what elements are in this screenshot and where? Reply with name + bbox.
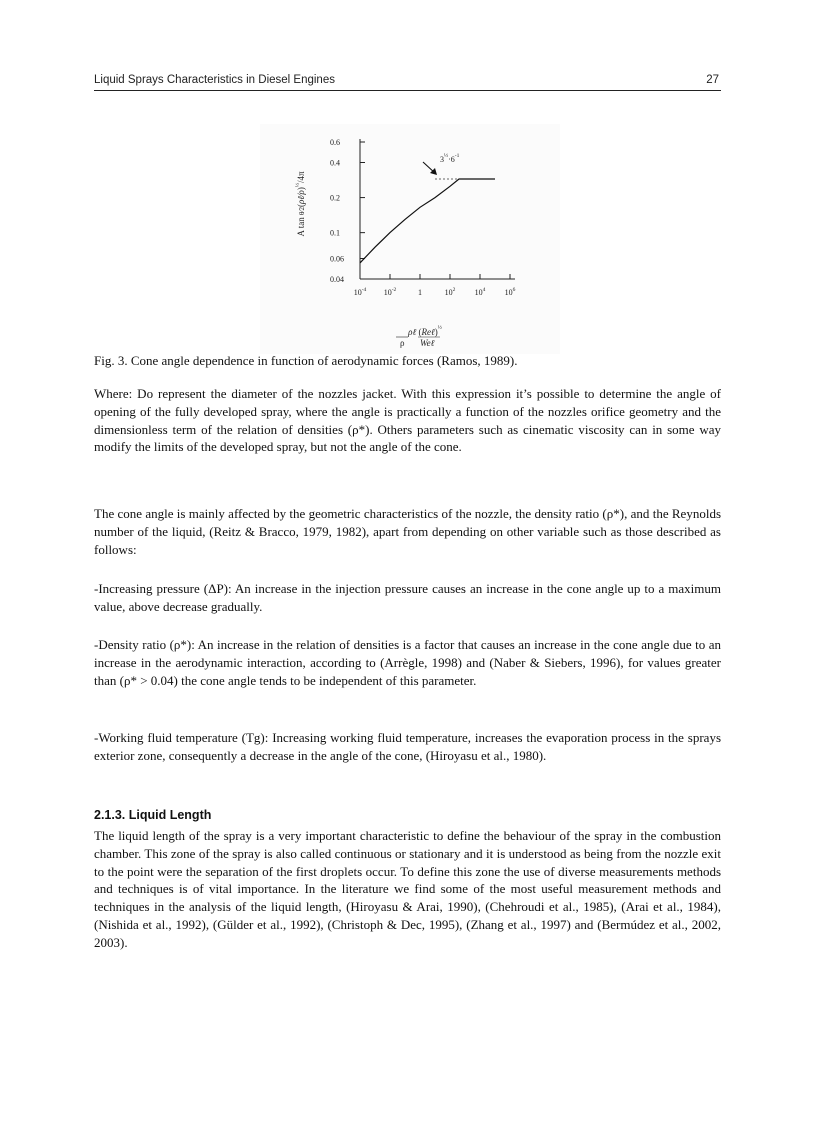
- svg-text:A tan θ⁄2(ρℓ⁄ρ)½/4π: A tan θ⁄2(ρℓ⁄ρ)$^{\frac{1}{2}}$/4π: [295, 171, 306, 237]
- x-tick-label: 1: [418, 288, 422, 297]
- x-tick-label: $10^2$: [444, 287, 456, 297]
- svg-text:ρℓ (Reℓ)½: ρℓ (Reℓ)$^{\frac{1}{2}}$: [408, 325, 442, 337]
- paragraph-5: -Working fluid temperature (Tg): Increasing working fluid temperature, increases the evaporation process in the sprays exterior zone, consequently a decrease in the angle of the cone, (Hiroyasu et al., 1980).: [94, 730, 721, 763]
- cone-angle-chart: [260, 124, 560, 354]
- paragraph-2: The cone angle is mainly affected by the geometric characteristics of the nozzle, the density ratio (ρ*), and the Reynolds number of the liquid, (Reitz & Bracco, 1979, 1982), apart from depending on other variable such as those described as follows:: [94, 506, 721, 557]
- paragraph-1: Where: Do represent the diameter of the nozzles jacket. With this expression it’s possible to determine the angle of opening of the fully developed spray, where the angle is practically a function of the nozzles orifice geometry and the dimensionless term of the relation of densities (ρ*). Others parameters such as cinematic viscosity can in some way modify the limits of the developed spray, but not the angle of the cone.: [94, 386, 721, 455]
- x-tick-label: $10^{-4}$: [353, 287, 367, 297]
- svg-text:Weℓ: Weℓ: [420, 338, 435, 348]
- figure-3: [260, 124, 560, 354]
- y-axis-label: [294, 171, 306, 237]
- running-header: [94, 72, 721, 91]
- y-tick-label: 0.2: [330, 193, 340, 203]
- y-tick-label: 0.1: [330, 228, 340, 238]
- chart-background: [260, 124, 560, 354]
- paragraph-3: -Increasing pressure (ΔP): An increase in the injection pressure causes an increase in the cone angle up to a maximum value, above decrease gradually.: [94, 581, 721, 614]
- y-tick-label: 0.06: [330, 254, 344, 264]
- y-tick-label: 0.6: [330, 138, 340, 147]
- annotation-label: $3^{\frac{1}{2}}\cdot 6^{-1}$: [440, 153, 460, 164]
- paragraph-4: -Density ratio (ρ*): An increase in the relation of densities is a factor that causes an increase in the cone angle due to an increase in the aerodynamic interaction, according to (Arrègle, 1998) and (Naber & Siebers, 1996), for values greater than (ρ* > 0.04) the cone angle tends to be independent of this parameter.: [94, 637, 721, 688]
- y-tick-label: 0.4: [330, 158, 340, 168]
- y-tick-label: 0.04: [330, 275, 344, 284]
- x-tick-label: $10^{-2}$: [383, 287, 397, 297]
- section-heading: 2.1.3. Liquid Length: [94, 808, 212, 822]
- page-number: 27: [706, 74, 719, 86]
- x-tick-label: $10^4$: [474, 287, 486, 297]
- svg-text:ρ: ρ: [400, 338, 405, 348]
- figure-caption: Fig. 3. Cone angle dependence in function of aerodynamic forces (Ramos, 1989).: [94, 353, 518, 368]
- section-paragraph: The liquid length of the spray is a very important characteristic to define the behaviour of the spray in the combustion chamber. This zone of the spray is also called continuous or stationary and it is understood as being from the nozzle exit to the point were the separation of the first droplets occur. To define this zone the use of diverse measurements methods and techniques is of vital importance. In the literature we find some of the most useful measurement methods and techniques in the analysis of the liquid length, (Hiroyasu & Arai, 1990), (Chehroudi et al., 1985), (Arai et al., 1984), (Nishida et al., 1992), (Gülder et al., 1992), (Christoph & Dec, 1995), (Zhang et al., 1997) and (Bermúdez et al., 2002, 2003).: [94, 828, 721, 950]
- x-tick-label: $10^6$: [504, 287, 516, 297]
- header-title: Liquid Sprays Characteristics in Diesel Engines: [94, 74, 335, 86]
